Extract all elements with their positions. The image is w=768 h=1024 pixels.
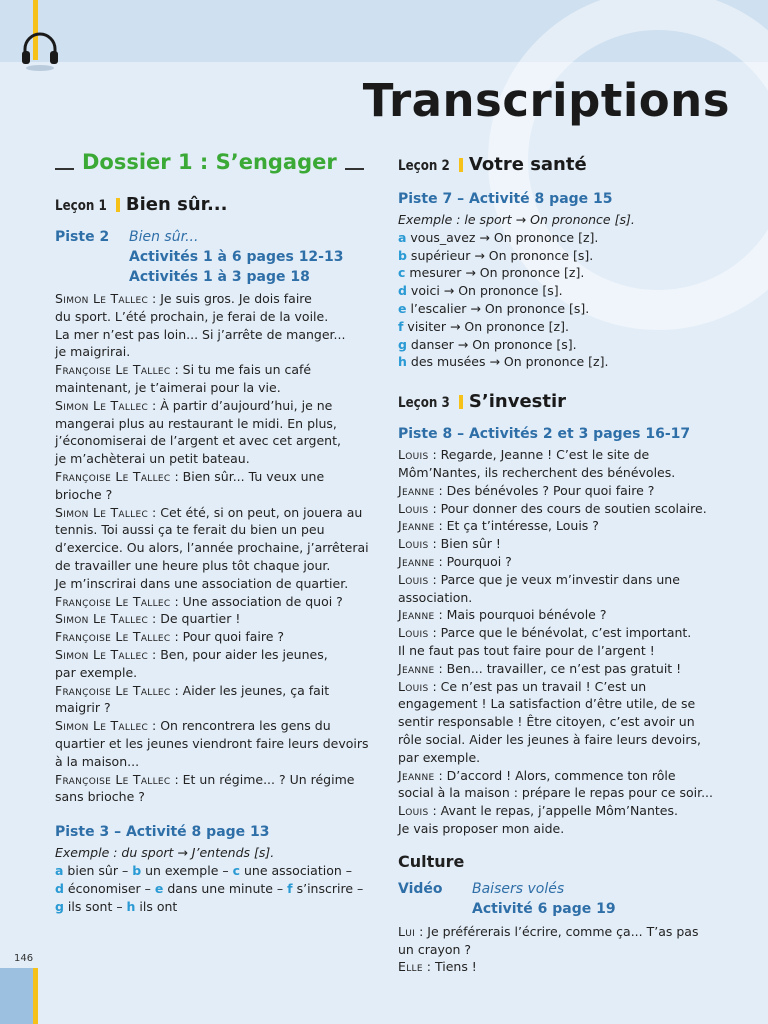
transcript-line <box>55 486 375 504</box>
transcript-line <box>55 646 375 664</box>
lecon-bar <box>459 395 463 409</box>
item-text: supérieur → On prononce [s]. <box>406 247 594 263</box>
transcript-line <box>398 731 728 749</box>
line-text: : Avant le repas, j’appelle Môm’Nantes. <box>428 803 678 819</box>
speaker-name: Françoise Le Tallec <box>55 629 171 645</box>
piste-8-heading: Piste 8 – Activités 2 et 3 pages 16-17 <box>398 426 691 443</box>
transcript-line <box>55 628 375 646</box>
line-text: Je vais proposer mon aide. <box>398 820 565 836</box>
piste-3-example: Exemple : du sport → J’entends [s]. <box>55 845 275 861</box>
transcript-line <box>55 468 375 486</box>
piste-label: Piste 2 <box>55 229 110 245</box>
lecon-number: Leçon 3 <box>398 395 450 412</box>
transcript-line <box>398 500 728 518</box>
transcript-line <box>55 343 375 361</box>
speaker-name: Louis <box>398 625 429 641</box>
list-item <box>398 300 728 318</box>
line-text: : D’accord ! Alors, commence ton rôle <box>434 767 676 783</box>
line-text: engagement ! La satisfaction d’être utile, de se <box>398 696 696 712</box>
speaker-name: Jeanne <box>398 607 435 623</box>
transcript-line <box>55 735 375 753</box>
line-text: à la maison... <box>55 753 140 769</box>
item-letter: a <box>55 862 64 878</box>
item-letter: g <box>55 898 64 914</box>
item-letter: h <box>398 354 407 370</box>
transcript-line <box>55 521 375 539</box>
dossier-heading <box>55 150 375 174</box>
transcript-line <box>55 771 375 789</box>
line-text: : Mais pourquoi bénévole ? <box>434 607 607 623</box>
item-letter: c <box>398 265 406 281</box>
dossier-dash-left <box>55 168 74 170</box>
line-text: du sport. L’été prochain, je ferai de la voile. <box>55 308 329 324</box>
lecon-name: Bien sûr... <box>125 194 228 215</box>
piste-2-activities-b: Activités 1 à 3 page 18 <box>129 269 310 285</box>
transcript-line <box>55 308 375 326</box>
transcript-line <box>55 610 375 628</box>
transcript-line <box>398 553 728 571</box>
list-item <box>398 318 728 336</box>
item-letter: g <box>398 336 407 352</box>
line-text: : Ben, pour aider les jeunes, <box>148 646 328 662</box>
line-text: rôle social. Aider les jeunes à faire leurs devoirs, <box>398 731 702 747</box>
video-label: Vidéo <box>398 880 443 897</box>
line-text: : Pourquoi ? <box>434 553 512 569</box>
lecon-1-heading <box>55 194 375 215</box>
line-text: Il ne faut pas tout faire pour de l’argent ! <box>398 642 655 658</box>
item-text: ils ont <box>135 898 178 914</box>
line-text: : Et ça t’intéresse, Louis ? <box>434 518 599 534</box>
transcript-line <box>398 713 728 731</box>
line-text: d’exercice. Ou alors, l’année prochaine, j’arrêterai <box>55 540 369 556</box>
speaker-name: Louis <box>398 803 429 819</box>
speaker-name: Louis <box>398 536 429 552</box>
lecon-3-heading <box>398 391 728 412</box>
item-text: bien sûr – <box>63 862 133 878</box>
line-text: je m’achèterai un petit bateau. <box>55 451 250 467</box>
transcript-line <box>398 571 728 589</box>
transcript-line <box>398 958 728 976</box>
right-column <box>398 150 728 976</box>
speaker-name: Louis <box>398 678 429 694</box>
speaker-name: Simon Le Tallec <box>55 291 149 306</box>
item-text: mesurer → On prononce [z]. <box>405 265 585 281</box>
transcript-line <box>55 326 375 344</box>
item-text: un exemple – <box>141 862 233 878</box>
piste-7-example: Exemple : le sport → On prononce [s]. <box>398 212 635 227</box>
transcript-line <box>398 941 728 959</box>
item-letter: e <box>154 880 164 896</box>
line-text: maintenant, je t’aimerai pour la vie. <box>55 379 281 395</box>
line-text: association. <box>398 589 473 605</box>
speaker-name: Simon Le Tallec <box>55 718 149 734</box>
transcript-line <box>398 517 728 535</box>
line-text: je maigrirai. <box>55 344 131 360</box>
piste-3-items-line <box>55 880 375 898</box>
item-text: visiter → On prononce [z]. <box>403 318 569 334</box>
item-letter: h <box>126 898 136 914</box>
transcript-line <box>398 464 728 482</box>
line-text: un crayon ? <box>398 941 472 957</box>
line-text: : Bien sûr... Tu veux une <box>170 468 325 484</box>
speaker-name: Jeanne <box>398 660 435 676</box>
line-text: : Pour donner des cours de soutien scolaire. <box>428 500 707 516</box>
item-text: économiser – <box>63 880 155 896</box>
lecon-name: S’investir <box>468 391 567 413</box>
line-text: : Je suis gros. Je dois faire <box>148 291 312 306</box>
line-text: : Bien sûr ! <box>428 536 501 552</box>
line-text: sans brioche ? <box>55 789 145 805</box>
speaker-name: Françoise Le Tallec <box>55 593 171 609</box>
line-text: : Si tu me fais un café <box>170 362 312 378</box>
item-text: vous_avez → On prononce [z]. <box>406 229 599 245</box>
piste-3-items-line <box>55 898 375 916</box>
line-text: j’économiserai de l’argent et avec cet argent, <box>55 433 341 449</box>
transcript-line <box>55 415 375 433</box>
transcript-line <box>398 535 728 553</box>
item-letter: f <box>398 318 404 334</box>
bottom-left-band <box>0 968 33 1024</box>
transcript-line <box>398 606 728 624</box>
piste-2-activities: Activités 1 à 6 pages 12-13 <box>129 249 344 265</box>
line-text: : Tiens ! <box>422 959 477 975</box>
item-letter: f <box>287 880 293 896</box>
page-number: 146 <box>14 953 34 964</box>
transcript-line <box>55 682 375 700</box>
list-item <box>398 282 728 300</box>
transcript-line <box>398 820 728 838</box>
speaker-name: Françoise Le Tallec <box>55 682 171 698</box>
transcript-line <box>398 446 728 464</box>
transcript-line <box>398 642 728 660</box>
transcript-line <box>55 664 375 682</box>
line-text: : De quartier ! <box>148 611 241 627</box>
transcript-line <box>398 678 728 696</box>
transcript-line <box>55 539 375 557</box>
item-letter: b <box>398 247 407 263</box>
line-text: : Regarde, Jeanne ! C’est le site de <box>428 447 650 463</box>
speaker-name: Simon Le Tallec <box>55 504 149 520</box>
item-text: dans une minute – <box>163 880 288 896</box>
item-text: danser → On prononce [s]. <box>406 336 577 352</box>
line-text: : À partir d’aujourd’hui, je ne <box>148 397 333 413</box>
transcript-line <box>55 593 375 611</box>
dossier-dash-right <box>345 168 364 170</box>
speaker-name: Simon Le Tallec <box>55 611 149 627</box>
line-text: par exemple. <box>55 664 138 680</box>
line-text: : Et un régime... ? Un régime <box>170 771 355 787</box>
speaker-name: Louis <box>398 500 429 516</box>
lecon-bar <box>459 158 463 172</box>
speaker-name: Lui <box>398 923 416 939</box>
piste-title: Bien sûr... <box>129 229 199 245</box>
transcript-line <box>398 767 728 785</box>
speaker-name: Jeanne <box>398 767 435 783</box>
piste-7-heading: Piste 7 – Activité 8 page 15 <box>398 191 613 207</box>
transcript-line <box>55 450 375 468</box>
transcript-line <box>398 923 728 941</box>
line-text: par exemple. <box>398 749 481 765</box>
piste-3-heading: Piste 3 – Activité 8 page 13 <box>55 824 270 841</box>
line-text: : Je préférerais l’écrire, comme ça... T’as pas <box>415 923 699 939</box>
piste-8-transcript <box>398 446 728 838</box>
item-letter: e <box>398 300 407 316</box>
line-text: Môm’Nantes, ils recherchent des bénévoles. <box>398 464 676 480</box>
item-letter: b <box>132 862 142 878</box>
speaker-name: Jeanne <box>398 518 435 534</box>
transcript-line <box>55 699 375 717</box>
left-column <box>55 150 375 915</box>
line-text: quartier et les jeunes viendront faire leurs devoirs <box>55 735 369 751</box>
transcript-line <box>398 802 728 820</box>
line-text: mangerai plus au restaurant le midi. En plus, <box>55 415 337 431</box>
lecon-name: Votre santé <box>468 154 587 175</box>
speaker-name: Françoise Le Tallec <box>55 362 171 378</box>
transcript-line <box>55 361 375 379</box>
transcript-line <box>55 788 375 806</box>
item-text: une association – <box>240 862 352 878</box>
transcript-line <box>55 379 375 397</box>
lecon-number: Leçon 1 <box>55 198 107 214</box>
line-text: : Parce que je veux m’investir dans une <box>428 571 680 587</box>
transcript-line <box>398 749 728 767</box>
line-text: : Parce que le bénévolat, c’est important. <box>428 625 692 641</box>
speaker-name: Françoise Le Tallec <box>55 771 171 787</box>
list-item <box>398 353 728 371</box>
transcript-line <box>398 624 728 642</box>
speaker-name: Simon Le Tallec <box>55 397 149 413</box>
line-text: de travailler une heure plus tôt chaque jour. <box>55 557 331 573</box>
line-text: : Ben... travailler, ce n’est pas gratuit ! <box>434 660 682 676</box>
culture-heading: Culture <box>398 851 465 871</box>
video-title: Baisers volés <box>472 880 565 897</box>
piste-2-transcript <box>55 290 375 806</box>
lecon-2-heading <box>398 154 728 175</box>
bottom-accent-bar <box>33 968 38 1024</box>
lecon-number: Leçon 2 <box>398 158 450 174</box>
line-text: : Pour quoi faire ? <box>170 629 285 645</box>
transcript-line <box>55 717 375 735</box>
transcript-line <box>398 482 728 500</box>
line-text: La mer n’est pas loin... Si j’arrête de manger... <box>55 326 346 342</box>
video-activity: Activité 6 page 19 <box>472 900 616 917</box>
transcript-line <box>55 575 375 593</box>
page-title: Transcriptions <box>362 74 730 127</box>
speaker-name: Elle <box>398 959 423 975</box>
item-text: des musées → On prononce [z]. <box>406 354 609 370</box>
list-item <box>398 229 728 247</box>
item-text: ils sont – <box>63 898 127 914</box>
line-text: brioche ? <box>55 486 113 502</box>
transcript-line <box>55 397 375 415</box>
line-text: : Des bénévoles ? Pour quoi faire ? <box>434 482 655 498</box>
line-text: : On rencontrera les gens du <box>148 718 331 734</box>
speaker-name: Françoise Le Tallec <box>55 468 171 484</box>
item-text: l’escalier → On prononce [s]. <box>406 300 590 316</box>
line-text: : Une association de quoi ? <box>170 593 343 609</box>
headphones-icon <box>18 28 62 72</box>
item-letter: d <box>398 283 407 299</box>
dossier-title: Dossier 1 : S’engager <box>82 150 337 174</box>
piste-7-items <box>398 229 728 371</box>
transcript-line <box>55 504 375 522</box>
speaker-name: Louis <box>398 571 429 587</box>
line-text: tennis. Toi aussi ça te ferait du bien un peu <box>55 522 325 538</box>
speaker-name: Louis <box>398 447 429 463</box>
list-item <box>398 264 728 282</box>
line-text: : Cet été, si on peut, on jouera au <box>148 504 363 520</box>
transcript-line <box>398 784 728 802</box>
video-heading <box>398 879 728 899</box>
transcript-line <box>55 290 375 308</box>
item-text: voici → On prononce [s]. <box>406 283 563 299</box>
transcript-line <box>398 695 728 713</box>
item-letter: c <box>232 862 240 878</box>
line-text: Je m’inscrirai dans une association de quartier. <box>55 575 349 591</box>
speaker-name: Jeanne <box>398 553 435 569</box>
line-text: sentir responsable ! Être citoyen, c’est avoir un <box>398 714 695 730</box>
line-text: maigrir ? <box>55 700 111 716</box>
video-transcript <box>398 923 728 976</box>
item-letter: d <box>55 880 64 896</box>
piste-3-items-line <box>55 862 375 880</box>
transcript-line <box>55 753 375 771</box>
speaker-name: Jeanne <box>398 482 435 498</box>
transcript-line <box>55 557 375 575</box>
list-item <box>398 336 728 354</box>
list-item <box>398 247 728 265</box>
item-text: s’inscrire – <box>292 880 364 896</box>
line-text: : Ce n’est pas un travail ! C’est un <box>428 678 647 694</box>
transcript-line <box>55 432 375 450</box>
item-letter: a <box>398 229 407 245</box>
transcript-line <box>398 660 728 678</box>
line-text: social à la maison : prépare le repas pour ce soir... <box>398 785 713 801</box>
piste-2-heading <box>55 227 375 247</box>
speaker-name: Simon Le Tallec <box>55 646 149 662</box>
lecon-bar <box>116 198 120 212</box>
line-text: : Aider les jeunes, ça fait <box>170 682 330 698</box>
transcript-line <box>398 589 728 607</box>
